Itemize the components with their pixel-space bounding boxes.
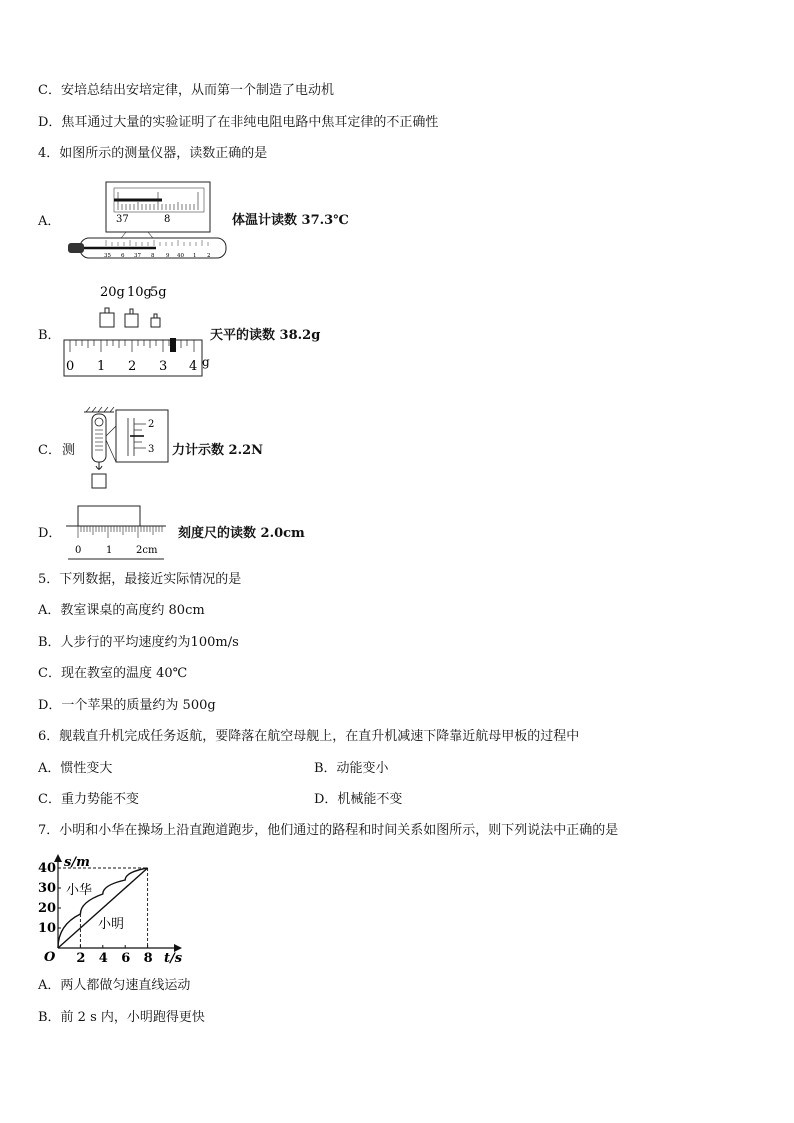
balance-scale-4: 4: [189, 359, 198, 374]
x-axis-label: t/s: [164, 951, 183, 966]
therm-scale-35: 35: [104, 253, 111, 259]
y-tick-label: 40: [38, 861, 57, 876]
therm-scale-8: 8: [151, 253, 155, 259]
ruler-figure: [64, 504, 168, 562]
zoom-label-8: 8: [164, 214, 171, 225]
x-tick-label: 8: [143, 951, 153, 966]
q6-option-a: A．惯性变大: [38, 761, 113, 776]
q5-option-d: D．一个苹果的质量约为 500g: [38, 698, 216, 713]
q6-option-c: C．重力势能不变: [38, 792, 139, 807]
therm-scale-2: 2: [207, 253, 211, 259]
q4-option-d-text: 刻度尺的读数 2.0cm: [178, 526, 305, 541]
q3-option-c: C．安培总结出安培定律，从而第一个制造了电动机: [38, 83, 334, 98]
balance-figure: [60, 282, 212, 380]
q3-option-d: D．焦耳通过大量的实验证明了在非纯电阻电路中焦耳定律的不正确性: [38, 115, 439, 130]
series-line-xiaoming: [58, 868, 148, 948]
ruler-scale-0: 0: [75, 545, 82, 556]
ruler-scale-2cm: 2cm: [136, 545, 158, 556]
zoom-label-37: 37: [116, 214, 129, 225]
q4-option-c-prefix: 测: [62, 443, 76, 458]
y-axis-label: s/m: [64, 855, 90, 870]
balance-scale-2: 2: [128, 359, 137, 374]
q5-option-c: C．现在教室的温度 40℃: [38, 666, 188, 681]
q7-option-b: B．前 2 s 内，小明跑得更快: [38, 1010, 205, 1025]
y-tick-label: 10: [38, 921, 57, 936]
origin-label: O: [44, 950, 56, 965]
q5-option-b: B．人步行的平均速度约为100m/s: [38, 635, 239, 650]
ruler-scale-1: 1: [106, 545, 113, 556]
x-tick-label: 2: [76, 951, 86, 966]
spring-scale-2: 2: [148, 419, 155, 430]
balance-scale-3: 3: [159, 359, 168, 374]
q4-option-a-letter: A．: [38, 214, 61, 229]
q4-option-a-text: 体温计读数 37.3℃: [232, 213, 349, 228]
therm-scale-37: 37: [134, 253, 141, 259]
q4-option-b-text: 天平的读数 38.2g: [210, 328, 321, 343]
balance-scale-0: 0: [66, 359, 75, 374]
q7-stem: 7．小明和小华在操场上沿直跑道跑步，他们通过的路程和时间关系如图所示，则下列说法中正确的是: [38, 823, 619, 838]
q4-option-b-letter: B．: [38, 328, 61, 343]
spring-scale-3: 3: [148, 444, 155, 455]
y-tick-label: 20: [38, 901, 57, 916]
spring-scale-figure: [80, 406, 172, 496]
label-xiaohua: 小华: [66, 883, 93, 898]
q6-option-b: B．动能变小: [314, 761, 389, 776]
q4-stem: 4．如图所示的测量仪器，读数正确的是: [38, 146, 268, 161]
q4-option-c-letter: C．: [38, 443, 61, 458]
y-tick-label: 30: [38, 881, 57, 896]
weight-label-5g: 5g: [150, 285, 167, 300]
q4-option-d-letter: D．: [38, 526, 62, 541]
q5-option-a: A．教室课桌的高度约 80cm: [38, 603, 205, 618]
q5-stem: 5．下列数据，最接近实际情况的是: [38, 572, 242, 587]
x-tick-label: 4: [98, 951, 108, 966]
q4-option-c-text: 力计示数 2.2N: [172, 443, 264, 458]
q6-stem: 6．舰载直升机完成任务返航，要降落在航空母舰上，在直升机减速下降靠近航母甲板的过程中: [38, 729, 580, 744]
distance-time-graph: [38, 850, 198, 966]
label-xiaoming: 小明: [98, 917, 125, 932]
therm-scale-9: 9: [166, 253, 170, 259]
therm-scale-6: 6: [121, 253, 125, 259]
weight-label-20g: 20g: [100, 285, 125, 300]
q6-option-d: D．机械能不变: [314, 792, 403, 807]
q7-option-a: A．两人都做匀速直线运动: [38, 978, 191, 993]
balance-scale-1: 1: [97, 359, 106, 374]
therm-scale-1: 1: [193, 253, 197, 259]
therm-scale-40: 40: [177, 253, 184, 259]
thermometer-figure: [66, 180, 231, 262]
balance-unit: g: [202, 355, 210, 369]
weight-label-10g: 10g: [127, 285, 152, 300]
x-tick-label: 6: [121, 951, 131, 966]
